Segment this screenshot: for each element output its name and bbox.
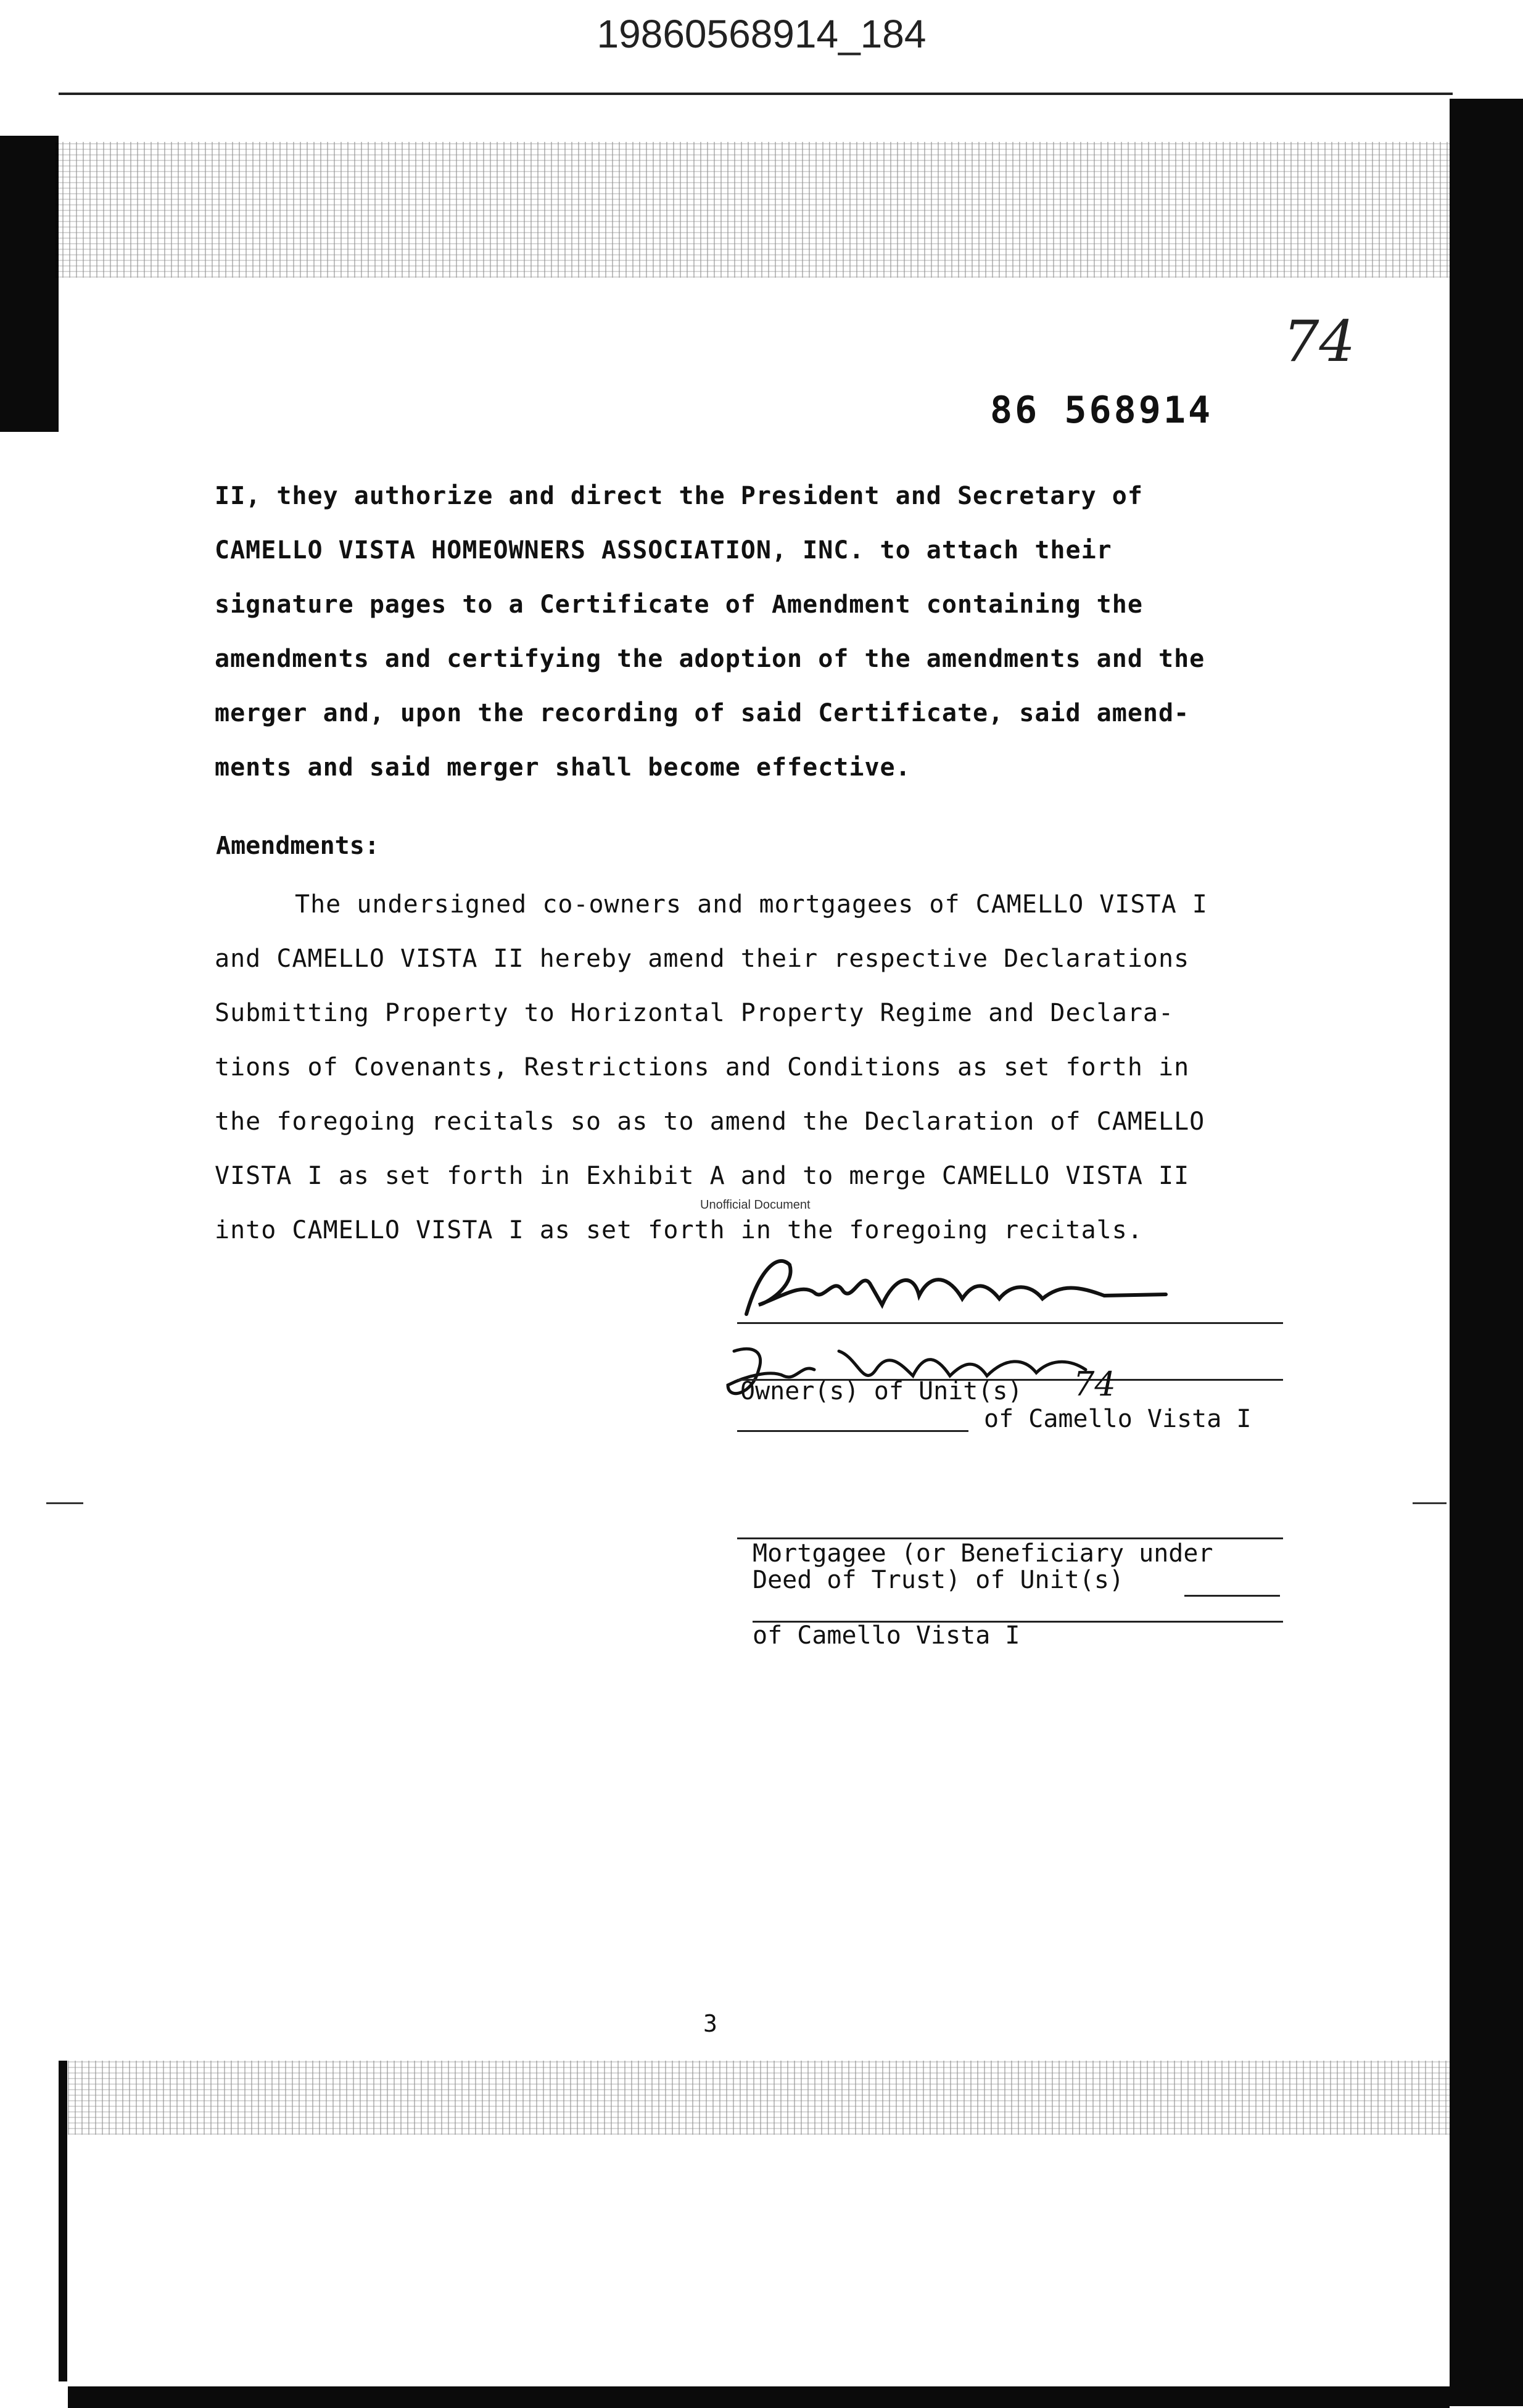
text-line: II, they authorize and direct the President and Secretary of <box>215 482 1143 510</box>
scan-noise-top <box>56 142 1450 278</box>
scan-border-bottom-left <box>59 2061 67 2381</box>
mortgagee-label-line-3: of Camello Vista I <box>753 1621 1020 1650</box>
text-line: amendments and certifying the adoption of the amendments and the <box>215 645 1205 673</box>
scan-noise-bottom <box>68 2061 1450 2135</box>
text-line: VISTA I as set forth in Exhibit A and to merge CAMELLO VISTA II <box>215 1162 1190 1190</box>
owner-units-label: Owner(s) of Unit(s) <box>740 1377 1023 1405</box>
text-line: The undersigned co-owners and mortgagees of CAMELLO VISTA I <box>295 890 1208 919</box>
text-line: and CAMELLO VISTA II hereby amend their respective Declarations <box>215 945 1190 973</box>
text-line: CAMELLO VISTA HOMEOWNERS ASSOCIATION, INC. to attach their <box>215 536 1112 565</box>
recording-number: 86 568914 <box>990 389 1213 432</box>
handwritten-unit-number: 74 <box>1073 1365 1116 1404</box>
watermark: Unofficial Document <box>700 1198 811 1212</box>
scan-border-right <box>1450 99 1523 2406</box>
scan-border-bottom <box>68 2386 1450 2408</box>
owner-project-label: of Camello Vista I <box>984 1405 1252 1433</box>
page-number: 3 <box>703 2010 717 2037</box>
blank-line <box>1184 1595 1280 1597</box>
text-line: into CAMELLO VISTA I as set forth in the foregoing recitals. <box>215 1216 1143 1244</box>
text-line: ments and said merger shall become effective. <box>215 753 911 782</box>
owner-signature-1 <box>734 1246 1178 1326</box>
margin-tick-left <box>46 1502 83 1504</box>
text-line: signature pages to a Certificate of Amendment containing the <box>215 590 1143 619</box>
scan-top-edge <box>59 93 1453 95</box>
signature-line <box>737 1322 1283 1324</box>
mortgagee-label-line-2: Deed of Trust) of Unit(s) <box>753 1566 1125 1594</box>
amendments-heading: Amendments: <box>216 832 379 860</box>
margin-tick-right <box>1413 1502 1447 1504</box>
blank-line <box>737 1430 968 1432</box>
mortgagee-label-line-1: Mortgagee (or Beneficiary under <box>753 1539 1213 1568</box>
text-line: the foregoing recitals so as to amend the Declaration of CAMELLO <box>215 1107 1205 1136</box>
recitals-paragraph <box>215 469 1288 795</box>
document-id: 19860568914_184 <box>596 12 927 56</box>
scan-border-left <box>0 136 59 432</box>
text-line: tions of Covenants, Restrictions and Conditions as set forth in <box>215 1053 1190 1082</box>
text-line: merger and, upon the recording of said Certificate, said amend- <box>215 699 1190 727</box>
handwritten-page-number: 74 <box>1283 308 1356 374</box>
text-line: Submitting Property to Horizontal Property Regime and Declara- <box>215 999 1174 1027</box>
